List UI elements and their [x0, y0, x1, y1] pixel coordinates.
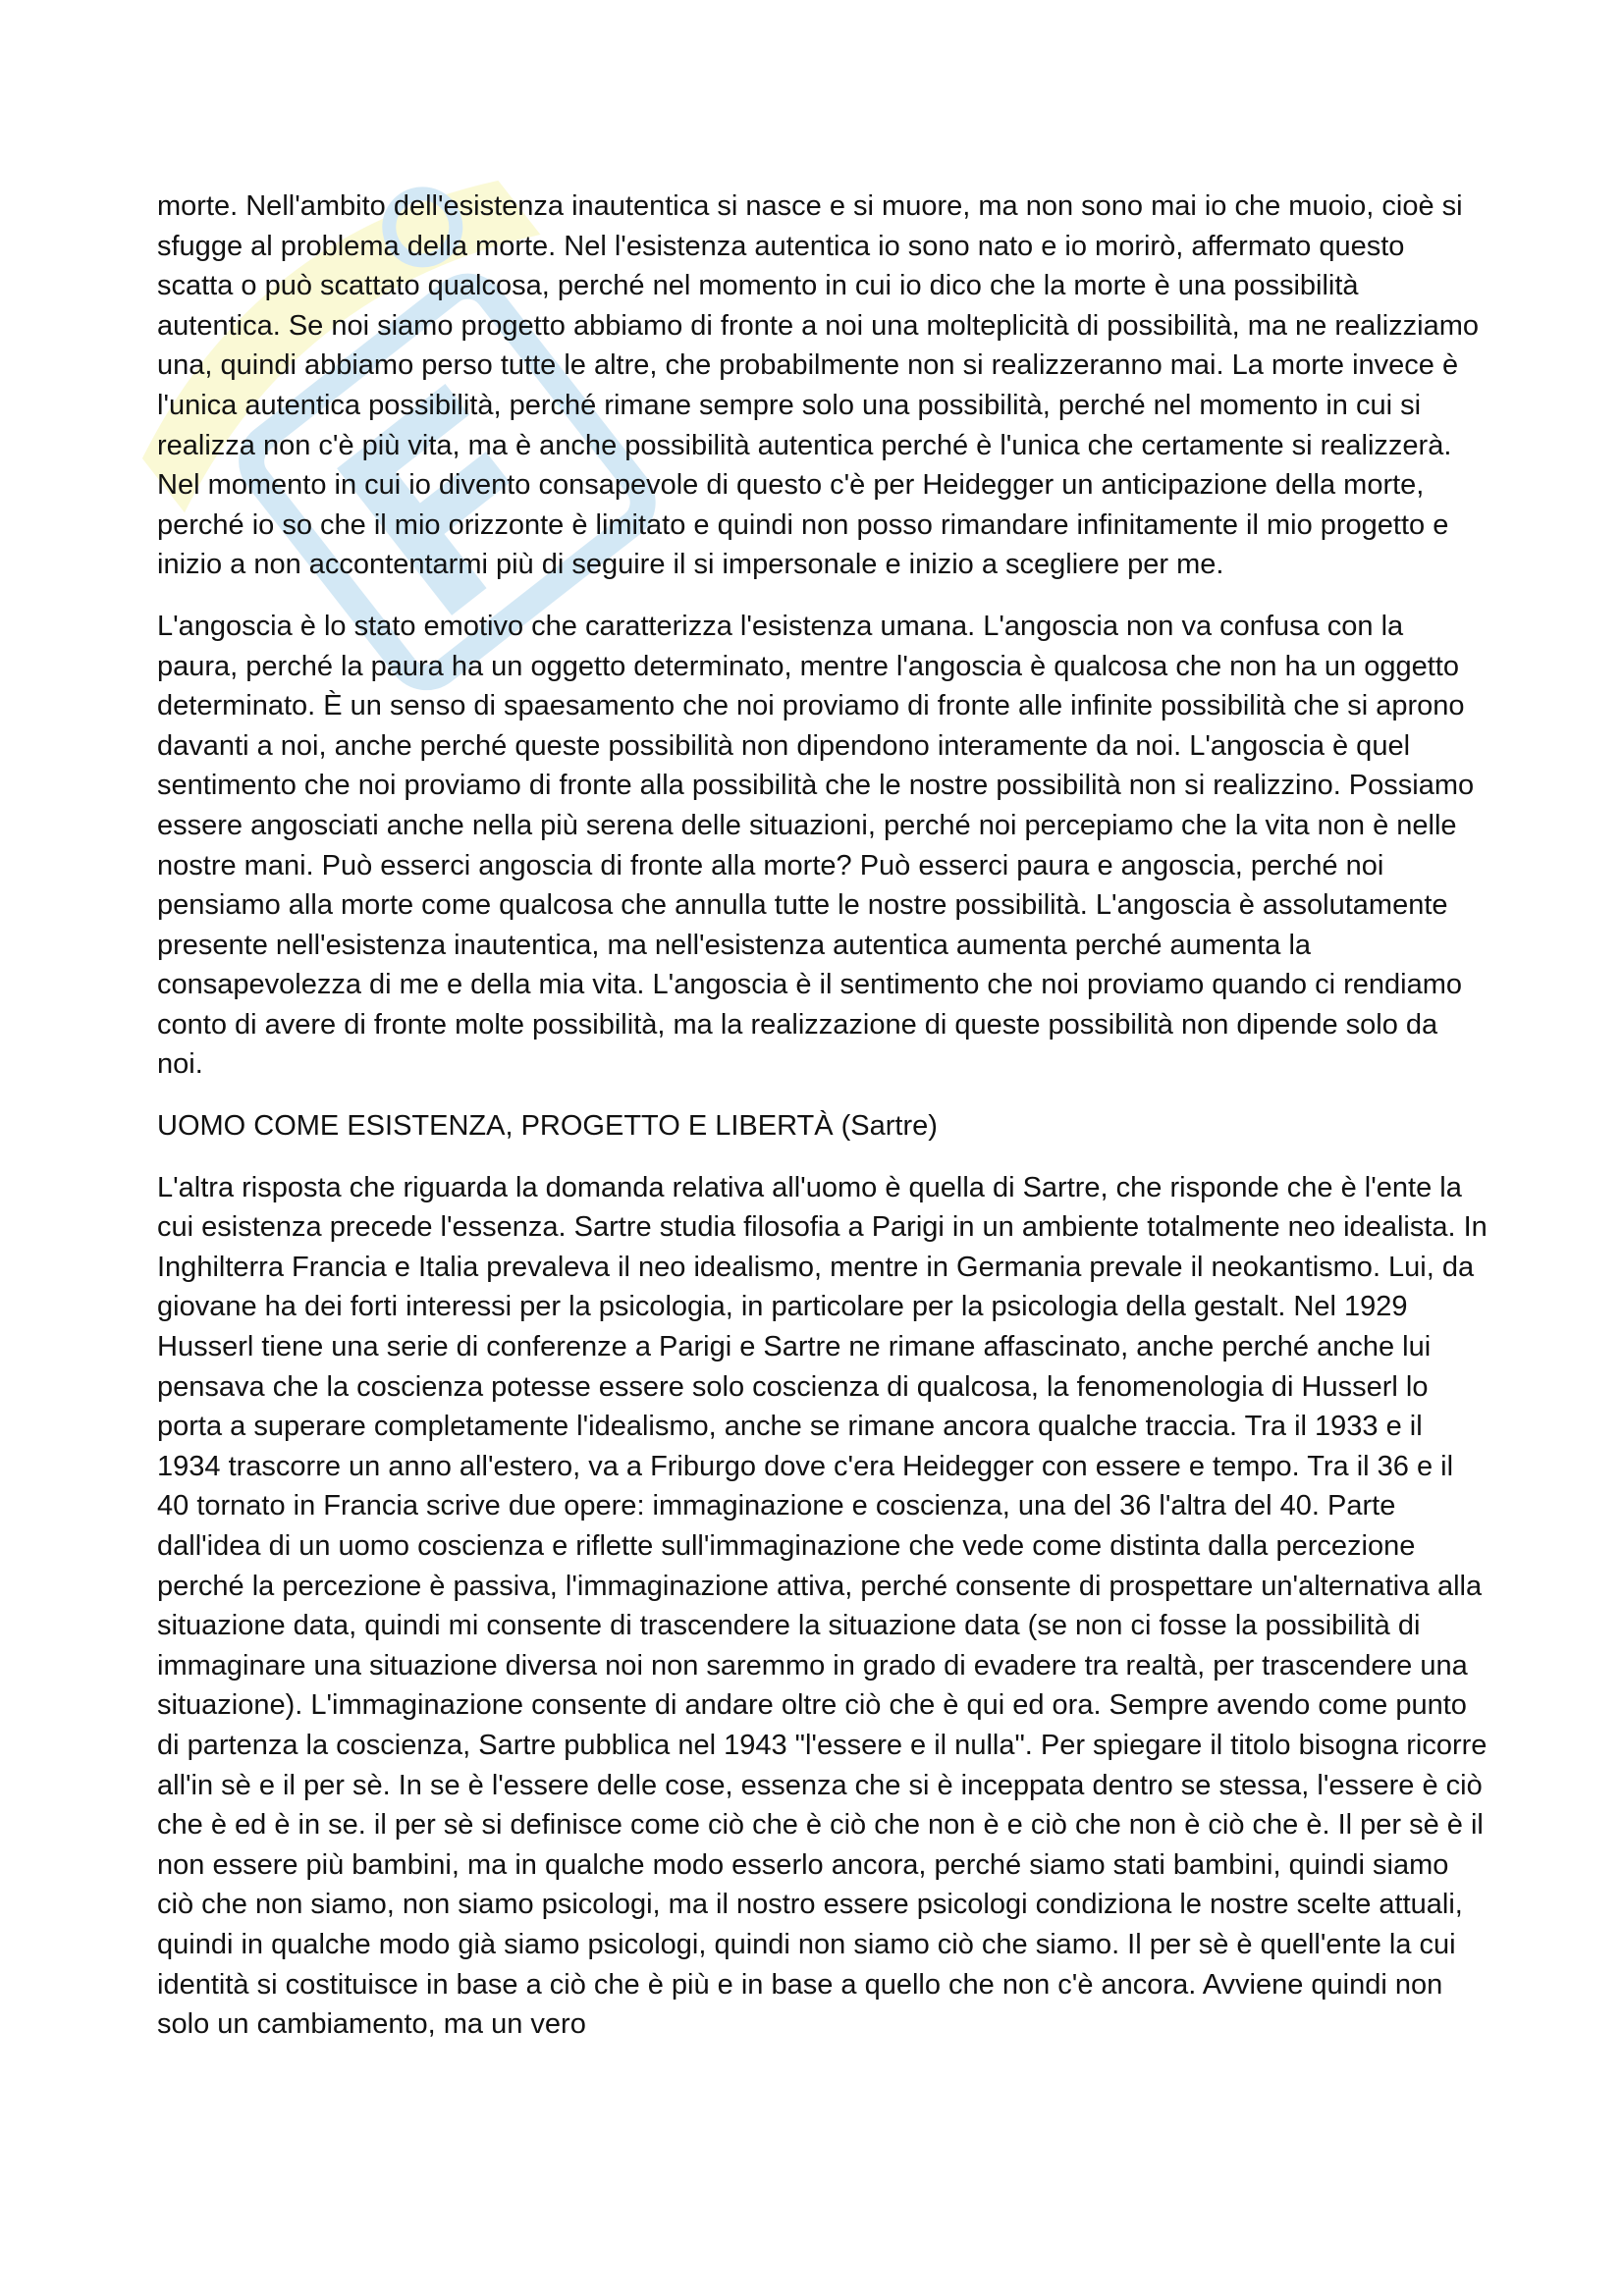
section-heading-sartre: UOMO COME ESISTENZA, PROGETTO E LIBERTÀ (Sartre) — [157, 1110, 938, 1143]
paragraph-angoscia: L'angoscia è lo stato emotivo che caratterizza l'esistenza umana. L'angoscia non va confusa con la paura, perché la paura ha un oggetto determinato, mentre l'angoscia è qualcosa che non ha un oggetto determinato. È un senso di spaesamento che noi proviamo di fronte alle infinite possibilità che si aprono davanti a noi, anche perché queste possibilità non dipendono interamente da noi. L'angoscia è quel sentimento che noi proviamo di fronte alla possibilità che le nostre possibilità non si realizzino. Possiamo essere angosciati anche nella più serena delle situazioni, perché noi percepiamo che la vita non è nelle nostre mani. Può esserci angoscia di fronte alla morte? Può esserci paura e angoscia, perché noi pensiamo alla morte come qualcosa che annulla tutte le nostre possibilità. L'angoscia è assolutamente presente nell'esistenza inautentica, ma nell'esistenza autentica aumenta perché aumenta la consapevolezza di me e della mia vita. L'angoscia è il sentimento che noi proviamo quando ci rendiamo conto di avere di fronte molte possibilità, ma la realizzazione di queste possibilità non dipende solo da noi. — [157, 610, 1475, 1081]
paragraph-morte: morte. Nell'ambito dell'esistenza inautentica si nasce e si muore, ma non sono mai io che muoio, cioè si sfugge al problema della morte. Nel l'esistenza autentica io sono nato e io morirò, affermato questo scatta o può scattato qualcosa, perché nel momento in cui io dico che la morte è una possibilità autentica. Se noi siamo progetto abbiamo di fronte a noi una molteplicità di possibilità, ma ne realizziamo una, quindi abbiamo perso tutte le altre, che probabilmente non si realizzeranno mai. La morte invece è l'unica autentica possibilità, perché rimane sempre solo una possibilità, perché nel momento in cui si realizza non c'è più vita, ma è anche possibilità autentica perché è l'unica che certamente si realizzerà. Nel momento in cui io divento consapevole di questo c'è per Heidegger un anticipazione della morte, perché io so che il mio orizzonte è limitato e quindi non posso rimandare infinitamente il mio progetto e inizio a non accontentarmi più di seguire il si impersonale e inizio a scegliere per me. — [157, 190, 1480, 581]
document-page — [157, 187, 1488, 2066]
paragraph-sartre: L'altra risposta che riguarda la domanda relativa all'uomo è quella di Sartre, che risponde che è l'ente la cui esistenza precede l'essenza. Sartre studia filosofia a Parigi in un ambiente totalmente neo idealista. In Inghilterra Francia e Italia prevaleva il neo idealismo, mentre in Germania prevale il neokantismo. Lui, da giovane ha dei forti interessi per la psicologia, in particolare per la psicologia della gestalt. Nel 1929 Husserl tiene una serie di conferenze a Parigi e Sartre ne rimane affascinato, anche perché anche lui pensava che la coscienza potesse essere solo coscienza di qualcosa, la fenomenologia di Husserl lo porta a superare completamente l'idealismo, anche se rimane ancora qualche traccia. Tra il 1933 e il 1934 trascorre un anno all'estero, va a Friburgo dove c'era Heidegger con essere e tempo. Tra il 36 e il 40 tornato in Francia scrive due opere: immaginazione e coscienza, una del 36 l'altra del 40. Parte dall'idea di un uomo coscienza e riflette sull'immaginazione che vede come distinta dalla percezione perché la percezione è passiva, l'immaginazione attiva, perché consente di prospettare un'alternativa alla situazione data, quindi mi consente di trascendere la situazione data (se non ci fosse la possibilità di immaginare una situazione diversa noi non saremmo in grado di evadere tra realtà, per trascendere una situazione). L'immaginazione consente di andare oltre ciò che è qui ed ora. Sempre avendo come punto di partenza la coscienza, Sartre pubblica nel 1943 "l'essere e il nulla". Per spiegare il titolo bisogna ricorre all'in sè e il per sè. In se è l'essere delle cose, essenza che si è inceppata dentro se stessa, l'essere è ciò che è ed è in se. il per sè si definisce come ciò che è ciò che non è e ciò che non è ciò che è. Il per sè è il non essere più bambini, ma in qualche modo esserlo ancora, perché siamo stati bambini, quindi siamo ciò che non siamo, non siamo psicologi, ma il nostro essere psicologi condiziona le nostre scelte attuali, quindi in qualche modo già siamo psicologi, quindi non siamo ciò che siamo. Il per sè è quell'ente la cui identità si costituisce in base a ciò che è più e in base a quello che non c'è ancora. Avviene quindi non solo un cambiamento, ma un vero — [157, 1171, 1488, 2041]
